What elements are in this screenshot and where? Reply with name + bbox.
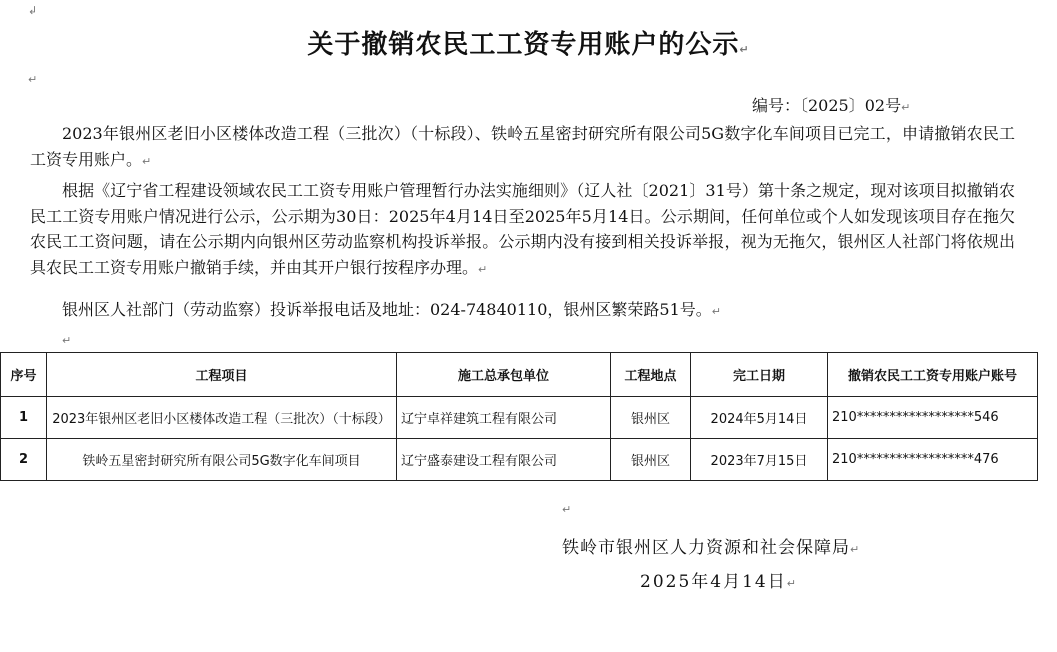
cell-contractor: 辽宁盛泰建设工程有限公司 [397,439,611,481]
header-account-number: 撤销农民工工资专用账户账号 [828,353,1038,397]
paragraph-mark: ↵ [142,154,152,168]
cell-location: 银州区 [611,439,691,481]
document-number: 编号：〔2025〕02号↵ [752,96,911,115]
cell-account-number: 210******************476 [828,439,1038,481]
cell-location: 银州区 [611,397,691,439]
paragraph-contact: 银州区人社部门（劳动监察）投诉举报电话及地址：024-74840110，银州区繁荣路51号。↵ [62,300,721,319]
paragraph-mark: ↵ [28,73,38,86]
paragraph-mark: ↵ [901,101,911,114]
paragraph-mark: ↵ [850,543,861,556]
cell-project: 铁岭五星密封研究所有限公司5G数字化车间项目 [47,439,397,481]
paragraph-mark: ↵ [711,305,721,318]
cell-completion-date: 2023年7月15日 [691,439,828,481]
header-completion-date: 完工日期 [691,353,828,397]
header-project: 工程项目 [47,353,397,397]
table-header-row [1,353,1038,397]
page-title: 关于撤销农民工工资专用账户的公示↵ [307,30,750,60]
cell-index: 2 [1,439,47,481]
paragraph-mark: ↵ [478,262,488,276]
header-location: 工程地点 [611,353,691,397]
cell-project: 2023年银州区老旧小区楼体改造工程（三批次）（十标段） [47,397,397,439]
project-table [0,352,1038,481]
header-index: 序号 [1,353,47,397]
paragraph-completion: 2023年银州区老旧小区楼体改造工程（三批次）（十标段）、铁岭五星密封研究所有限公司5G数字化车间项目已完工，申请撤销农民工工资专用账户。↵ [30,124,1015,169]
cell-contractor: 辽宁卓祥建筑工程有限公司 [397,397,611,439]
issuing-organization: 铁岭市银州区人力资源和社会保障局↵ [562,538,861,558]
issue-date: 2025年4月14日↵ [640,572,798,592]
table-row [1,397,1038,439]
paragraph-mark: ↵ [562,503,572,516]
paragraph-mark: ↵ [786,577,798,590]
paragraph-mark: ↵ [62,334,72,347]
cell-account-number: 210******************546 [828,397,1038,439]
paragraph-basis: 根据《辽宁省工程建设领域农民工工资专用账户管理暂行办法实施细则》（辽人社〔2021〕31号）第十条之规定，现对该项目拟撤销农民工工资专用账户情况进行公示，公示期为30日：2025年4月14日至2025年5月14日。公示期间，任何单位或个人如发现该项目存在拖欠农民工工资问题，请在公示期内向银州区劳动监察机构投诉举报。公示期内没有接到相关投诉举报，视为无拖欠，银州区人社部门将依规出具农民工工资专用账户撤销手续，并由其开户银行按程序办理。↵ [30,181,1015,277]
paragraph-mark: ↵ [739,43,750,56]
paragraph-mark: ↲ [28,4,38,17]
cell-completion-date: 2024年5月14日 [691,397,828,439]
table-row [1,439,1038,481]
cell-index: 1 [1,397,47,439]
header-contractor: 施工总承包单位 [397,353,611,397]
